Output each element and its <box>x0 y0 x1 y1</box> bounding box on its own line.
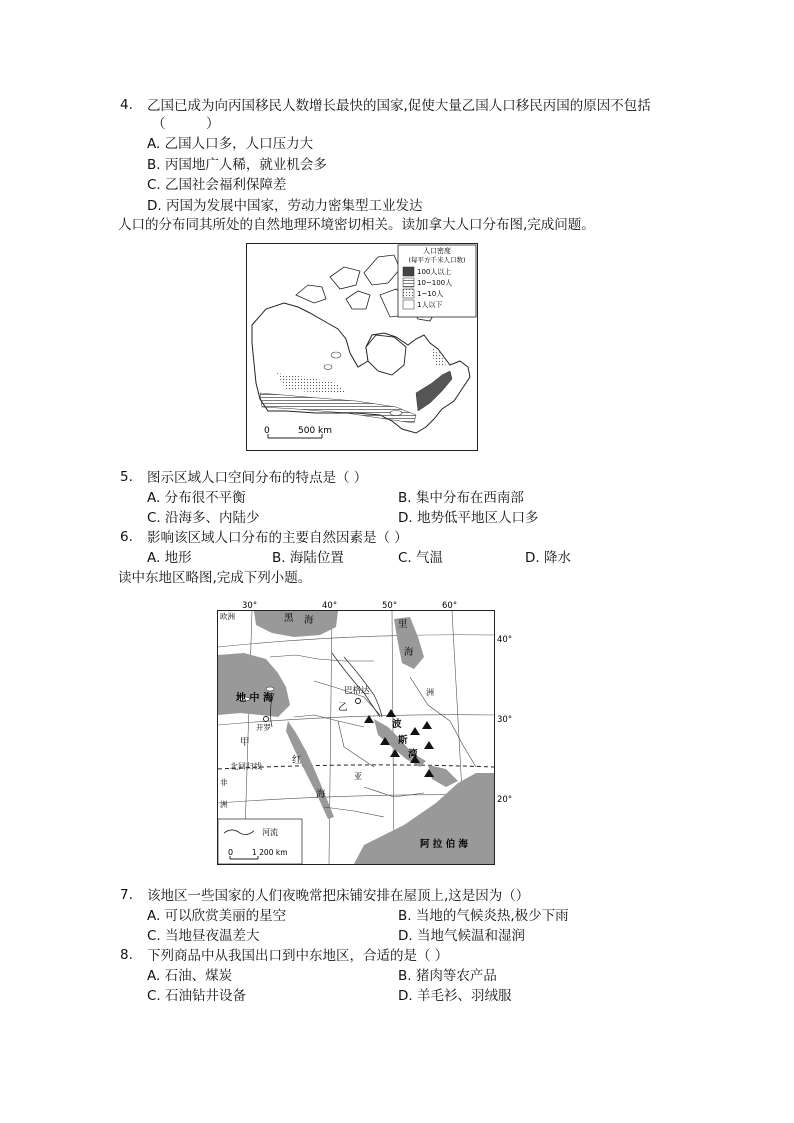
red-sea-label: 红 <box>292 755 302 766</box>
scale-zero: 0 <box>264 426 270 436</box>
mideast-intro: 读中东地区略图,完成下列小题。 <box>118 570 312 586</box>
red-sea-label: 海 <box>316 789 326 800</box>
map-legend <box>398 245 476 317</box>
lat-label: 40° <box>497 635 513 645</box>
med-label: 地 中 海 <box>236 693 273 704</box>
option-d: D. 当地气候温和湿润 <box>398 928 525 944</box>
scale-label: 500 km <box>298 426 333 436</box>
option-a: A. 可以欣赏美丽的星空 <box>147 908 287 924</box>
persian-gulf-label: 斯 <box>398 735 408 746</box>
black-sea-label: 黑 <box>284 613 294 624</box>
legend-river: 河流 <box>262 828 278 837</box>
option-d: D. 降水 <box>525 550 571 566</box>
africa-label: 洲 <box>220 800 228 809</box>
option-c: C. 气温 <box>398 550 444 566</box>
middle-east-map <box>214 597 516 869</box>
black-sea-label: 海 <box>304 615 314 626</box>
answer-blank: （ ） <box>152 116 220 132</box>
question-number: 8. <box>120 947 133 963</box>
option-b: B. 集中分布在西南部 <box>398 490 524 506</box>
legend-item: 1~10人 <box>417 290 444 298</box>
scale-label: 1 200 km <box>252 848 288 857</box>
persian-gulf-label: 湾 <box>408 749 418 760</box>
lat-label: 30° <box>497 715 513 725</box>
option-c: C. 石油钻井设备 <box>147 988 247 1004</box>
legend-item: 100人以上 <box>417 268 452 276</box>
sea-char-label: 亚 <box>354 772 362 781</box>
option-a: A. 石油、煤炭 <box>147 968 233 984</box>
option-a: A. 分布很不平衡 <box>147 490 246 506</box>
lon-label: 60° <box>442 601 458 611</box>
lon-label: 30° <box>242 601 258 611</box>
option-d: D. 羊毛衫、羽绒服 <box>398 988 512 1004</box>
legend-item: 10~100人 <box>417 279 453 287</box>
option-d: D. 地势低平地区人口多 <box>398 510 539 526</box>
lat-label: 20° <box>497 795 513 805</box>
question-stem: 下列商品中从我国出口到中东地区，合适的是（ ） <box>147 948 449 964</box>
legend-subtitle: (每平方千米人口数) <box>408 256 466 264</box>
option-a: A. 地形 <box>147 550 192 566</box>
option-b: B. 当地的气候炎热,极少下雨 <box>398 908 569 924</box>
lon-label: 40° <box>322 601 338 611</box>
baghdad-dot <box>356 699 361 704</box>
question-stem: 影响该区域人口分布的主要自然因素是（ ） <box>147 530 408 546</box>
option-b: B. 丙国地广人稀，就业机会多 <box>147 157 327 173</box>
baghdad-label: 巴格达 <box>344 686 370 696</box>
option-a: A. 乙国人口多，人口压力大 <box>147 136 314 152</box>
question-number: 4. <box>120 97 133 113</box>
persian-gulf-label: 波 <box>392 719 402 730</box>
question-stem: 乙国已成为向丙国移民人数增长最快的国家,促使大量乙国人口移民丙国的原因不包括 <box>147 98 651 114</box>
lon-label: 50° <box>382 601 398 611</box>
map-legend <box>218 819 302 864</box>
legend-item: 1人以下 <box>417 301 443 309</box>
option-c: C. 沿海多、内陆少 <box>147 510 260 526</box>
arabian-sea-label: 阿 拉 伯 海 <box>420 839 468 850</box>
asia-label: 洲 <box>426 688 434 697</box>
tropic-label: 北回归线 <box>230 762 262 771</box>
question-stem: 该地区一些国家的人们夜晚常把床铺安排在屋顶上,这是因为（） <box>147 888 530 904</box>
cairo-label: 开罗 <box>256 723 271 732</box>
question-number: 6. <box>120 529 133 545</box>
legend-title: 人口密度 <box>423 247 451 255</box>
canada-intro: 人口的分布同其所处的自然地理环境密切相关。读加拿大人口分布图,完成问题。 <box>118 217 595 233</box>
option-c: C. 乙国社会福利保障差 <box>147 177 287 193</box>
jia-label: 甲 <box>240 737 250 748</box>
question-number: 5. <box>120 469 133 485</box>
caspian-label: 海 <box>404 647 414 658</box>
scale-zero: 0 <box>228 848 234 857</box>
question-number: 7. <box>120 887 133 903</box>
caspian-label: 里 <box>398 619 408 630</box>
option-c: C. 当地昼夜温差大 <box>147 928 260 944</box>
cairo-dot <box>264 717 269 722</box>
option-b: B. 海陆位置 <box>272 550 344 566</box>
option-d: D. 丙国为发展中国家，劳动力密集型工业发达 <box>147 198 423 214</box>
yi-label: 乙 <box>338 702 348 713</box>
europe-label: 欧洲 <box>220 612 235 621</box>
africa-label: 非 <box>220 778 228 787</box>
canada-population-map <box>246 243 478 451</box>
option-b: B. 猪肉等农产品 <box>398 968 497 984</box>
question-stem: 图示区域人口空间分布的特点是（ ） <box>147 470 368 486</box>
